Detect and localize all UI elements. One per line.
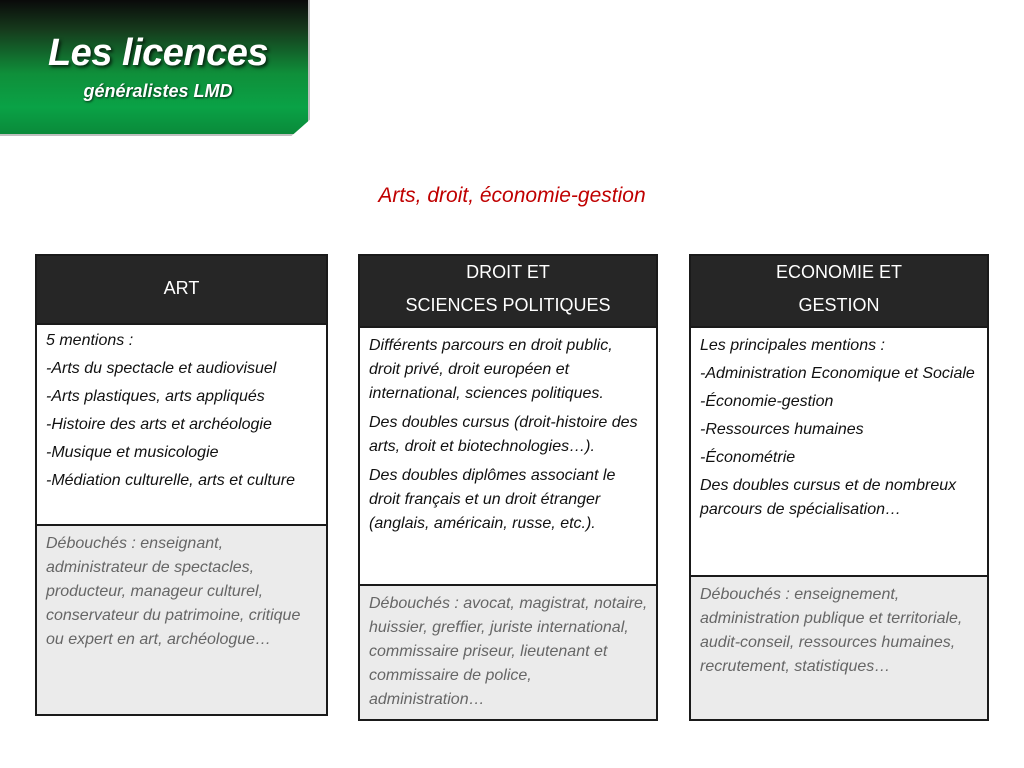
content-paragraph: Des doubles diplômes associant le droit français et un droit étranger (anglais, américain, russe, etc.).: [369, 467, 616, 532]
column-header-line: DROIT ET: [466, 262, 550, 282]
column-art: [35, 254, 328, 716]
column-outlets: Débouchés : avocat, magistrat, notaire, huissier, greffier, juriste international, commissaire priseur, lieutenant et commissaire de police, administration…: [360, 586, 656, 719]
column-content: [37, 325, 326, 526]
banner-subtitle: généralistes LMD: [83, 81, 233, 101]
column-law: [358, 254, 658, 721]
column-outlets: Débouchés : enseignement, administration publique et territoriale, audit-conseil, ressources humaines, recrutement, statistiques…: [691, 577, 987, 719]
column-header-line: ECONOMIE ET: [775, 262, 902, 282]
column-content: [691, 328, 987, 577]
column-header-line: SCIENCES POLITIQUES: [405, 295, 611, 315]
content-line: -Arts du spectacle et audiovisuel: [46, 360, 277, 377]
column-content: [360, 328, 656, 586]
content-line: Des doubles cursus et de nombreux parcours de spécialisation…: [700, 477, 957, 518]
content-line: -Économie-gestion: [700, 393, 834, 410]
content-line: -Arts plastiques, arts appliqués: [46, 388, 265, 405]
column-header: [360, 256, 656, 328]
content-line: -Économétrie: [700, 449, 796, 466]
content-line: -Histoire des arts et archéologie: [46, 416, 272, 433]
banner-title: Les licences: [47, 32, 269, 74]
column-header-line: ART: [163, 278, 200, 298]
column-header: [37, 256, 326, 325]
slide-subtitle: Arts, droit, économie-gestion: [378, 184, 646, 207]
content-line: -Ressources humaines: [700, 421, 864, 438]
content-line: -Médiation culturelle, arts et culture: [46, 472, 295, 489]
content-paragraph: Différents parcours en droit public, droit privé, droit européen et international, sciences politiques.: [369, 337, 613, 402]
column-header-line: GESTION: [798, 295, 880, 315]
content-line: -Musique et musicologie: [46, 444, 219, 461]
content-line: Les principales mentions :: [700, 337, 885, 354]
content-line: -Administration Economique et Sociale: [700, 365, 975, 382]
column-header: [691, 256, 987, 328]
column-outlets: Débouchés : enseignant, administrateur de spectacles, producteur, manageur culturel, conservateur du patrimoine, critique ou expert en art, archéologue…: [37, 526, 326, 714]
content-paragraph: Des doubles cursus (droit-histoire des arts, droit et biotechnologies…).: [369, 414, 638, 455]
column-economics: [689, 254, 989, 721]
content-line: 5 mentions :: [46, 332, 134, 349]
